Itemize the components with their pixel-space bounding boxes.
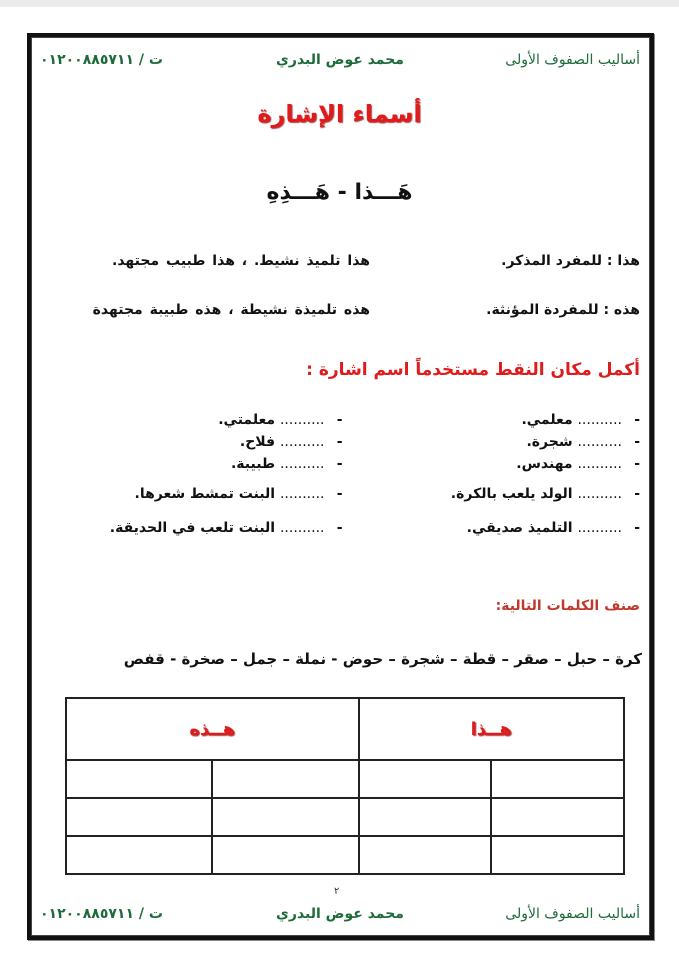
bullet: - bbox=[634, 456, 640, 472]
top-bar bbox=[0, 0, 679, 7]
table-cell[interactable] bbox=[66, 836, 212, 874]
blank-field[interactable]: .......... bbox=[279, 434, 325, 450]
blank-field[interactable]: .......... bbox=[577, 520, 622, 536]
word-list: كرة – حبل – صقر – قطة – شجرة – حوض - نملة – جمل – صخرة - قفص bbox=[123, 650, 642, 668]
bullet: - bbox=[336, 412, 343, 428]
exercise1-list bbox=[45, 412, 640, 546]
exercise-item bbox=[45, 412, 343, 434]
footer-series: أساليب الصفوف الأولى bbox=[505, 906, 640, 922]
header-phone: ت / ٠١٢٠٠٨٨٥٧١١ bbox=[40, 52, 163, 68]
definition-examples: هذا تلميذ نشيط. ، هذا طبيب مجتهد. bbox=[112, 253, 370, 269]
item-text: معلمي. bbox=[521, 412, 573, 428]
exercise-row bbox=[45, 456, 640, 478]
page-footer bbox=[40, 902, 640, 926]
exercise-item bbox=[343, 456, 641, 478]
item-text: الولد يلعب بالكرة. bbox=[450, 486, 573, 502]
exercise-item bbox=[343, 412, 641, 434]
table-header-hatha: هــذا bbox=[359, 698, 624, 760]
exercise-item bbox=[343, 520, 641, 546]
blank-field[interactable]: .......... bbox=[577, 456, 622, 472]
exercise-item bbox=[343, 486, 641, 512]
table-cell[interactable] bbox=[359, 836, 492, 874]
lesson-title: أسماء الإشارة bbox=[257, 100, 422, 128]
page-header bbox=[40, 48, 640, 72]
classification-table bbox=[65, 697, 625, 875]
table-cell[interactable] bbox=[359, 798, 492, 836]
item-text: البنت تلعب في الحديقة. bbox=[109, 520, 276, 536]
bullet: - bbox=[634, 412, 640, 428]
definition-examples: هذه تلميذة نشيطة ، هذه طبيبة مجتهدة bbox=[92, 302, 370, 318]
item-text: شجرة. bbox=[526, 434, 573, 450]
table-row bbox=[66, 760, 624, 798]
bullet: - bbox=[336, 456, 343, 472]
table-cell[interactable] bbox=[491, 836, 624, 874]
exercise-row bbox=[45, 412, 640, 434]
definition-label: هذه : للمفردة المؤنثة. bbox=[486, 302, 640, 318]
table-row bbox=[66, 798, 624, 836]
blank-field[interactable]: .......... bbox=[279, 456, 325, 472]
definition-row bbox=[45, 302, 640, 318]
exercise-item bbox=[45, 434, 343, 456]
item-text: معلمتي. bbox=[218, 412, 276, 428]
blank-field[interactable]: .......... bbox=[577, 412, 622, 428]
blank-field[interactable]: .......... bbox=[279, 412, 325, 428]
item-text: التلميذ صديقي. bbox=[466, 520, 573, 536]
exercise-row bbox=[45, 434, 640, 456]
item-text: مهندس. bbox=[516, 456, 573, 472]
definition-label: هذا : للمفرد المذكر. bbox=[501, 253, 640, 269]
table-cell[interactable] bbox=[212, 760, 358, 798]
table-cell[interactable] bbox=[66, 760, 212, 798]
table-header-row bbox=[66, 698, 624, 760]
definition-row bbox=[45, 253, 640, 269]
bullet: - bbox=[336, 434, 343, 450]
blank-field[interactable]: .......... bbox=[279, 486, 325, 502]
exercise2-instruction: صنف الكلمات التالية: bbox=[495, 598, 640, 614]
footer-phone: ت / ٠١٢٠٠٨٨٥٧١١ bbox=[40, 906, 163, 922]
exercise-item bbox=[45, 520, 343, 546]
exercise1-instruction: أكمل مكان النقط مستخدماً اسم اشارة : bbox=[306, 360, 640, 380]
table-row bbox=[66, 836, 624, 874]
exercise-item bbox=[343, 434, 641, 456]
table-cell[interactable] bbox=[491, 760, 624, 798]
blank-field[interactable]: .......... bbox=[279, 520, 325, 536]
table-cell[interactable] bbox=[66, 798, 212, 836]
table-cell[interactable] bbox=[359, 760, 492, 798]
item-text: فلاح. bbox=[239, 434, 276, 450]
blank-field[interactable]: .......... bbox=[577, 486, 622, 502]
table-cell[interactable] bbox=[212, 798, 358, 836]
bullet: - bbox=[336, 520, 343, 536]
exercise-row bbox=[45, 520, 640, 546]
bullet: - bbox=[634, 520, 640, 536]
header-series: أساليب الصفوف الأولى bbox=[505, 52, 640, 68]
bullet: - bbox=[634, 434, 640, 450]
table-cell[interactable] bbox=[212, 836, 358, 874]
page-number: ٢ bbox=[334, 886, 340, 897]
item-text: البنت تمشط شعرها. bbox=[134, 486, 276, 502]
exercise-item bbox=[45, 486, 343, 512]
bullet: - bbox=[634, 486, 640, 502]
exercise-row bbox=[45, 486, 640, 512]
lesson-subtitle: هَـــذا - هَـــذِهِ bbox=[266, 180, 413, 205]
table-cell[interactable] bbox=[491, 798, 624, 836]
blank-field[interactable]: .......... bbox=[577, 434, 622, 450]
exercise-item bbox=[45, 456, 343, 478]
item-text: طبيبة. bbox=[230, 456, 276, 472]
footer-author: محمد عوض البدري bbox=[276, 906, 404, 922]
header-author: محمد عوض البدري bbox=[276, 52, 404, 68]
table-header-hathihi: هــذه bbox=[66, 698, 359, 760]
bullet: - bbox=[336, 486, 343, 502]
